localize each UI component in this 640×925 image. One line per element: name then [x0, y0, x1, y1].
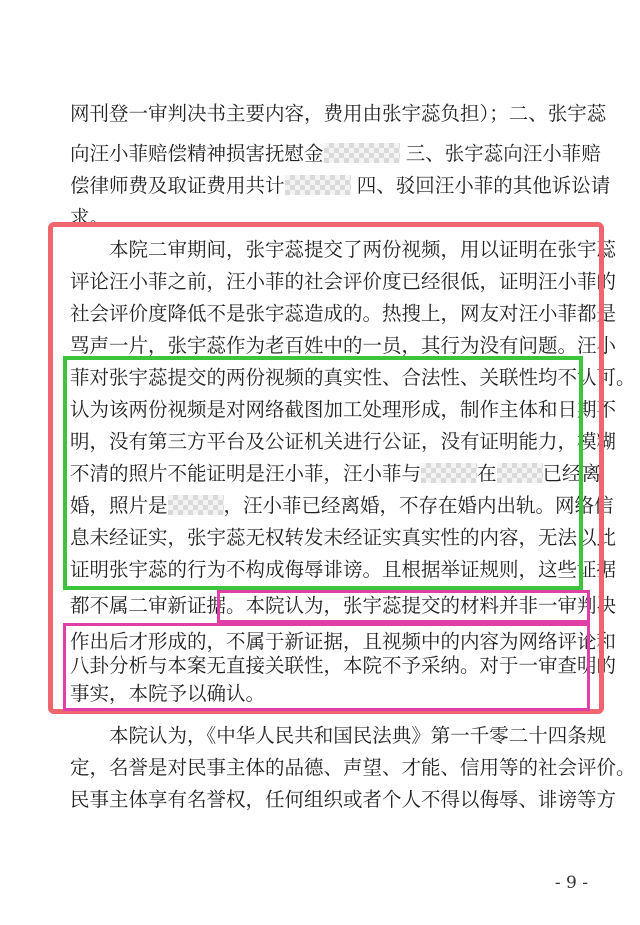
text-segment: ，汪小菲已经离婚，不存在婚内出轨。网络信	[223, 494, 614, 517]
text-segment: 社会评价度降低不是张宇蕊造成的。热搜上，网友对汪小菲都是	[70, 302, 617, 325]
redacted-amount	[285, 175, 351, 195]
text-segment: 八卦分析与本案无直接关联性，本院不予采纳。对于一审查明的	[70, 654, 617, 677]
text-line	[70, 100, 607, 128]
text-segment: 向汪小菲赔偿精神损害抚慰金	[70, 142, 324, 165]
text-line	[70, 204, 580, 229]
text-segment: 偿律师费及取证费用共计	[70, 174, 285, 197]
text-line	[70, 786, 617, 814]
text-line	[70, 140, 601, 168]
text-segment: 三、张宇蕊向汪小菲赔	[399, 142, 601, 165]
redacted-amount	[324, 143, 400, 163]
page-number: - 9 -	[554, 873, 588, 893]
text-segment: 息未经证实，张宇蕊无权转发未经证实真实性的内容，无法以此	[70, 526, 617, 549]
pink-highlight-box	[63, 623, 590, 711]
pink-highlight-box	[217, 590, 590, 623]
text-segment: 事实，本院予以确认。	[70, 682, 266, 705]
text-segment: 骂声一片，张宇蕊作为老百姓中的一员，其行为没有问题。汪小	[70, 334, 617, 357]
text-segment: 民事主体享有名誉权，任何组织或者个人不得以侮辱、诽谤等方	[70, 788, 617, 811]
text-line	[70, 172, 611, 200]
text-segment: 在	[477, 462, 497, 485]
text-segment: 认为该两份视频是对网络截图加工处理形成，制作主体和日期不	[70, 398, 617, 421]
text-segment: 菲对张宇蕊提交的两份视频的真实性、合法性、关联性均不认可。	[70, 366, 636, 389]
text-segment: 本院二审期间，张宇蕊提交了两份视频，用以证明在张宇蕊	[70, 238, 617, 261]
text-segment: 定，名誉是对民事主体的品德、声望、才能、信用等的社会评价。	[70, 756, 636, 779]
text-segment: 网刊登一审判决书主要内容，费用由张宇蕊负担）；二、张宇蕊	[70, 102, 607, 125]
text-segment: 作出后才形成的，不属于新证据，且视频中的内容为网络评论和	[70, 630, 617, 653]
text-segment: 评论汪小菲之前，汪小菲的社会评价度已经很低，证明汪小菲的	[70, 270, 617, 293]
text-line	[70, 754, 636, 782]
text-segment: 求。	[70, 206, 110, 229]
text-segment: 婚，照片是	[70, 494, 168, 517]
text-segment: 已经离	[542, 462, 602, 485]
green-highlight-box	[63, 356, 583, 590]
text-segment: 四、驳回汪小菲的其他诉讼请	[350, 174, 611, 197]
text-segment: 明，没有第三方平台及公证机关进行公证，没有证明能力，模糊	[70, 430, 617, 453]
text-segment: 本院认为，《中华人民共和国民法典》第一千零二十四条规	[70, 724, 607, 747]
text-segment: 不清的照片不能证明是汪小菲，汪小菲与	[70, 462, 422, 485]
text-line	[70, 722, 607, 750]
text-segment: 证明张宇蕊的行为不构成侮辱诽谤。且根据举证规则，这些证据	[70, 558, 617, 581]
text-segment: 都不属二审新证据。本院认为，张宇蕊提交的材料并非一审判决	[70, 594, 617, 617]
